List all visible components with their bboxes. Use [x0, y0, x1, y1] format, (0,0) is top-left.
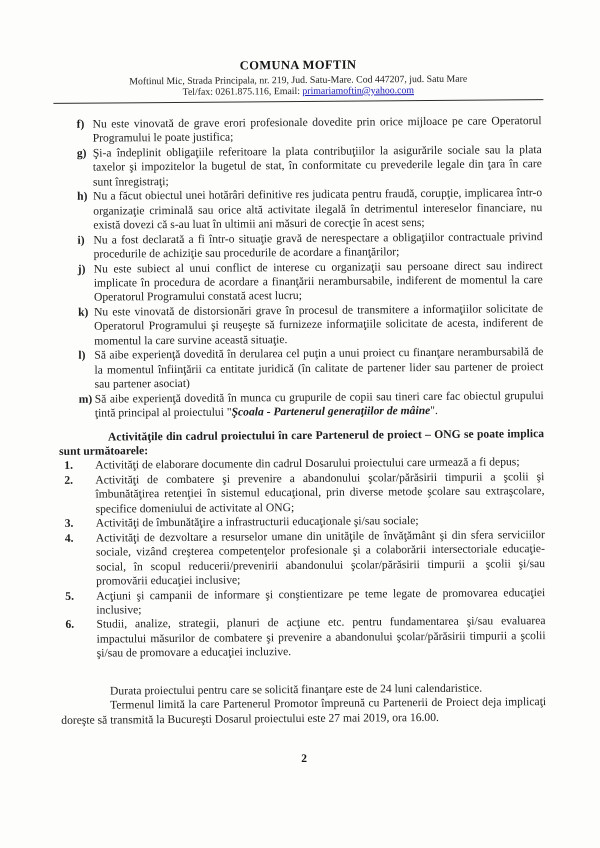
item-marker: h) [77, 189, 88, 204]
item-text: Nu a făcut obiectul unei hotărâri definitive res judicata pentru fraudă, corupţie, implicarea într-o organizaţie criminală sau orice altă activitate ilegală în detrimentul intereselor financiare, nu există dovezi că s-au luat în ultimii ani măsuri de corecţie în acest sens; [93, 186, 543, 232]
activities-intro: Activităţile din cadrul proiectului în care Partenerul de proiect – ONG se poate implica sunt următoarele: [59, 426, 545, 458]
activities-list [59, 456, 546, 662]
activity-item [60, 586, 545, 619]
email-link[interactable]: primariamoftin@yahoo.com [302, 85, 415, 97]
item-marker: 6. [65, 618, 75, 632]
item-text: Acţiuni şi campanii de informare şi conştientizare pe teme legate de promovarea educaţiei inclusive; [96, 585, 546, 617]
item-text: Activităţi de elaborare documente din cadrul Dosarului proiectului care urmează a fi depus; [95, 455, 520, 473]
criteria-item [57, 143, 542, 190]
item-marker: m) [78, 392, 93, 406]
criteria-item [58, 302, 543, 349]
item-text: Nu este vinovată de distorsionări grave în procesul de transmitere a informaţiilor solicitate de Operatorul Programului şi reuşeşte să furnizeze informaţiile solicitate de acesta, indiferent de momentul la care survine această situaţie. [93, 301, 544, 348]
letterhead-divider [53, 99, 543, 104]
org-contact-text: Tel/fax: 0261.875.116, Email: [182, 85, 303, 98]
org-name: COMUNA MOFTIN [239, 57, 357, 73]
item-marker: i) [77, 233, 85, 247]
item-text: Activităţi de îmbunătăţire a infrastructurii educaţionale şi/sau sociale; [95, 514, 419, 530]
org-address: Moftinul Mic, Strada Principala, nr. 219, Jud. Satu-Mare. Cod 447207, jud. Satu Mare [129, 73, 468, 88]
criteria-item [57, 114, 542, 147]
item-marker: l) [78, 348, 86, 362]
item-text: Să aibe experienţă dovedită în derularea cel puţin a unui proiect cu finanţare nerambursabilă de la momentul înfiinţării ca entitate juridică (în calitate de partener lider sau partener de proiect sau partener asociat) [94, 345, 544, 391]
item-text: Nu este subiect al unui conflict de interese cu organizaţii sau persoane direct sau indirect implicate în procedura de acordare a finanţării nerambursabile, indiferent de momentul la care Operatorul Programului constată acest lucru; [93, 258, 543, 305]
item-marker: j) [77, 262, 86, 276]
item-text: Activităţi de dezvoltare a resurselor umane din unităţile de învăţământ şi din sfera serviciilor sociale, vizând creşterea competenţelor profesionale şi a colaborării intersectoriale educaţie-social, în scopul reducerii/prevenirii abandonului şcolar/părăsirii timpurii a şcolii şi/sau promovării educaţiei inclusive; [95, 527, 546, 588]
item-text [95, 389, 544, 421]
item-text: Nu a fost declarată a fi într-o situaţie gravă de nerespectare a obligaţiilor contractuale privind procedurile de achiziţie sau procedurile de acordare a finanţărilor; [93, 229, 543, 261]
document-body [57, 114, 547, 768]
activity-item [60, 614, 545, 661]
criteria-item [59, 389, 544, 422]
criteria-item [57, 230, 542, 263]
item-marker: g) [76, 146, 87, 160]
item-text-before: Să aibe experienţă dovedită în munca cu grupurile de copii sau tineri care fac obiectul grupului ţintă principal al proiectului " [94, 388, 544, 420]
closing-paragraphs [61, 681, 546, 728]
item-text: Nu este vinovată de grave erori profesionale dovedite prin orice mijloace pe care Operatorul Programului le poate justifica; [92, 114, 542, 146]
criteria-item [58, 345, 543, 392]
activity-item [59, 470, 544, 517]
item-text: Activităţi de combatere şi prevenire a abandonului şcolar/părăsirii timpurii a şcolii şi îmbunătăţirea retenţiei în sistemul educaţional, prin diverse metode şcolare sau extraşcolare, specifice domeniului de activitate al ONG; [95, 469, 545, 516]
item-marker: 5. [65, 589, 75, 603]
item-marker: k) [77, 305, 89, 319]
deadline-paragraph: Termenul limită la care Partenerul Promotor împreună cu Partenerii de Proiect deja implicaţi doreşte să transmită la Bucureşti Dosarul proiectului este 27 mai 2019, ora 16.00. [61, 695, 547, 727]
item-marker: 4. [64, 531, 74, 545]
item-text: Studii, analize, strategii, planuri de acţiune etc. pentru fundamentarea şi/sau evaluarea impactului măsurilor de combatere şi prevenire a abandonului şcolar/părăsirii timpurii a şcolii şi/sau de promovare a educaţiei incluzive. [96, 614, 546, 660]
item-marker: f) [76, 117, 85, 131]
item-marker: 1. [64, 459, 73, 473]
criteria-item [57, 186, 542, 233]
letterhead [0, 0, 598, 99]
page-number: 2 [301, 753, 307, 766]
eligibility-criteria-list [57, 114, 544, 421]
item-text: Şi-a îndeplinit obligaţiile referitoare la plata contribuţiilor la asigurările sociale sau la plata taxelor şi impozitelor la bugetul de stat, în conformitate cu prevederile legale din ţara în care sunt înregistraţi; [92, 143, 542, 189]
item-marker: 3. [64, 517, 74, 531]
activity-item [60, 528, 545, 590]
duration-paragraph: Durata proiectului pentru care se solicită finanţare este de 24 luni calendaristice. [109, 681, 483, 698]
item-marker: 2. [64, 473, 74, 487]
item-text-after: ". [430, 403, 438, 418]
criteria-item [58, 259, 543, 306]
project-title: Şcoala - Partenerul generaţiilor de mâine [231, 404, 431, 419]
